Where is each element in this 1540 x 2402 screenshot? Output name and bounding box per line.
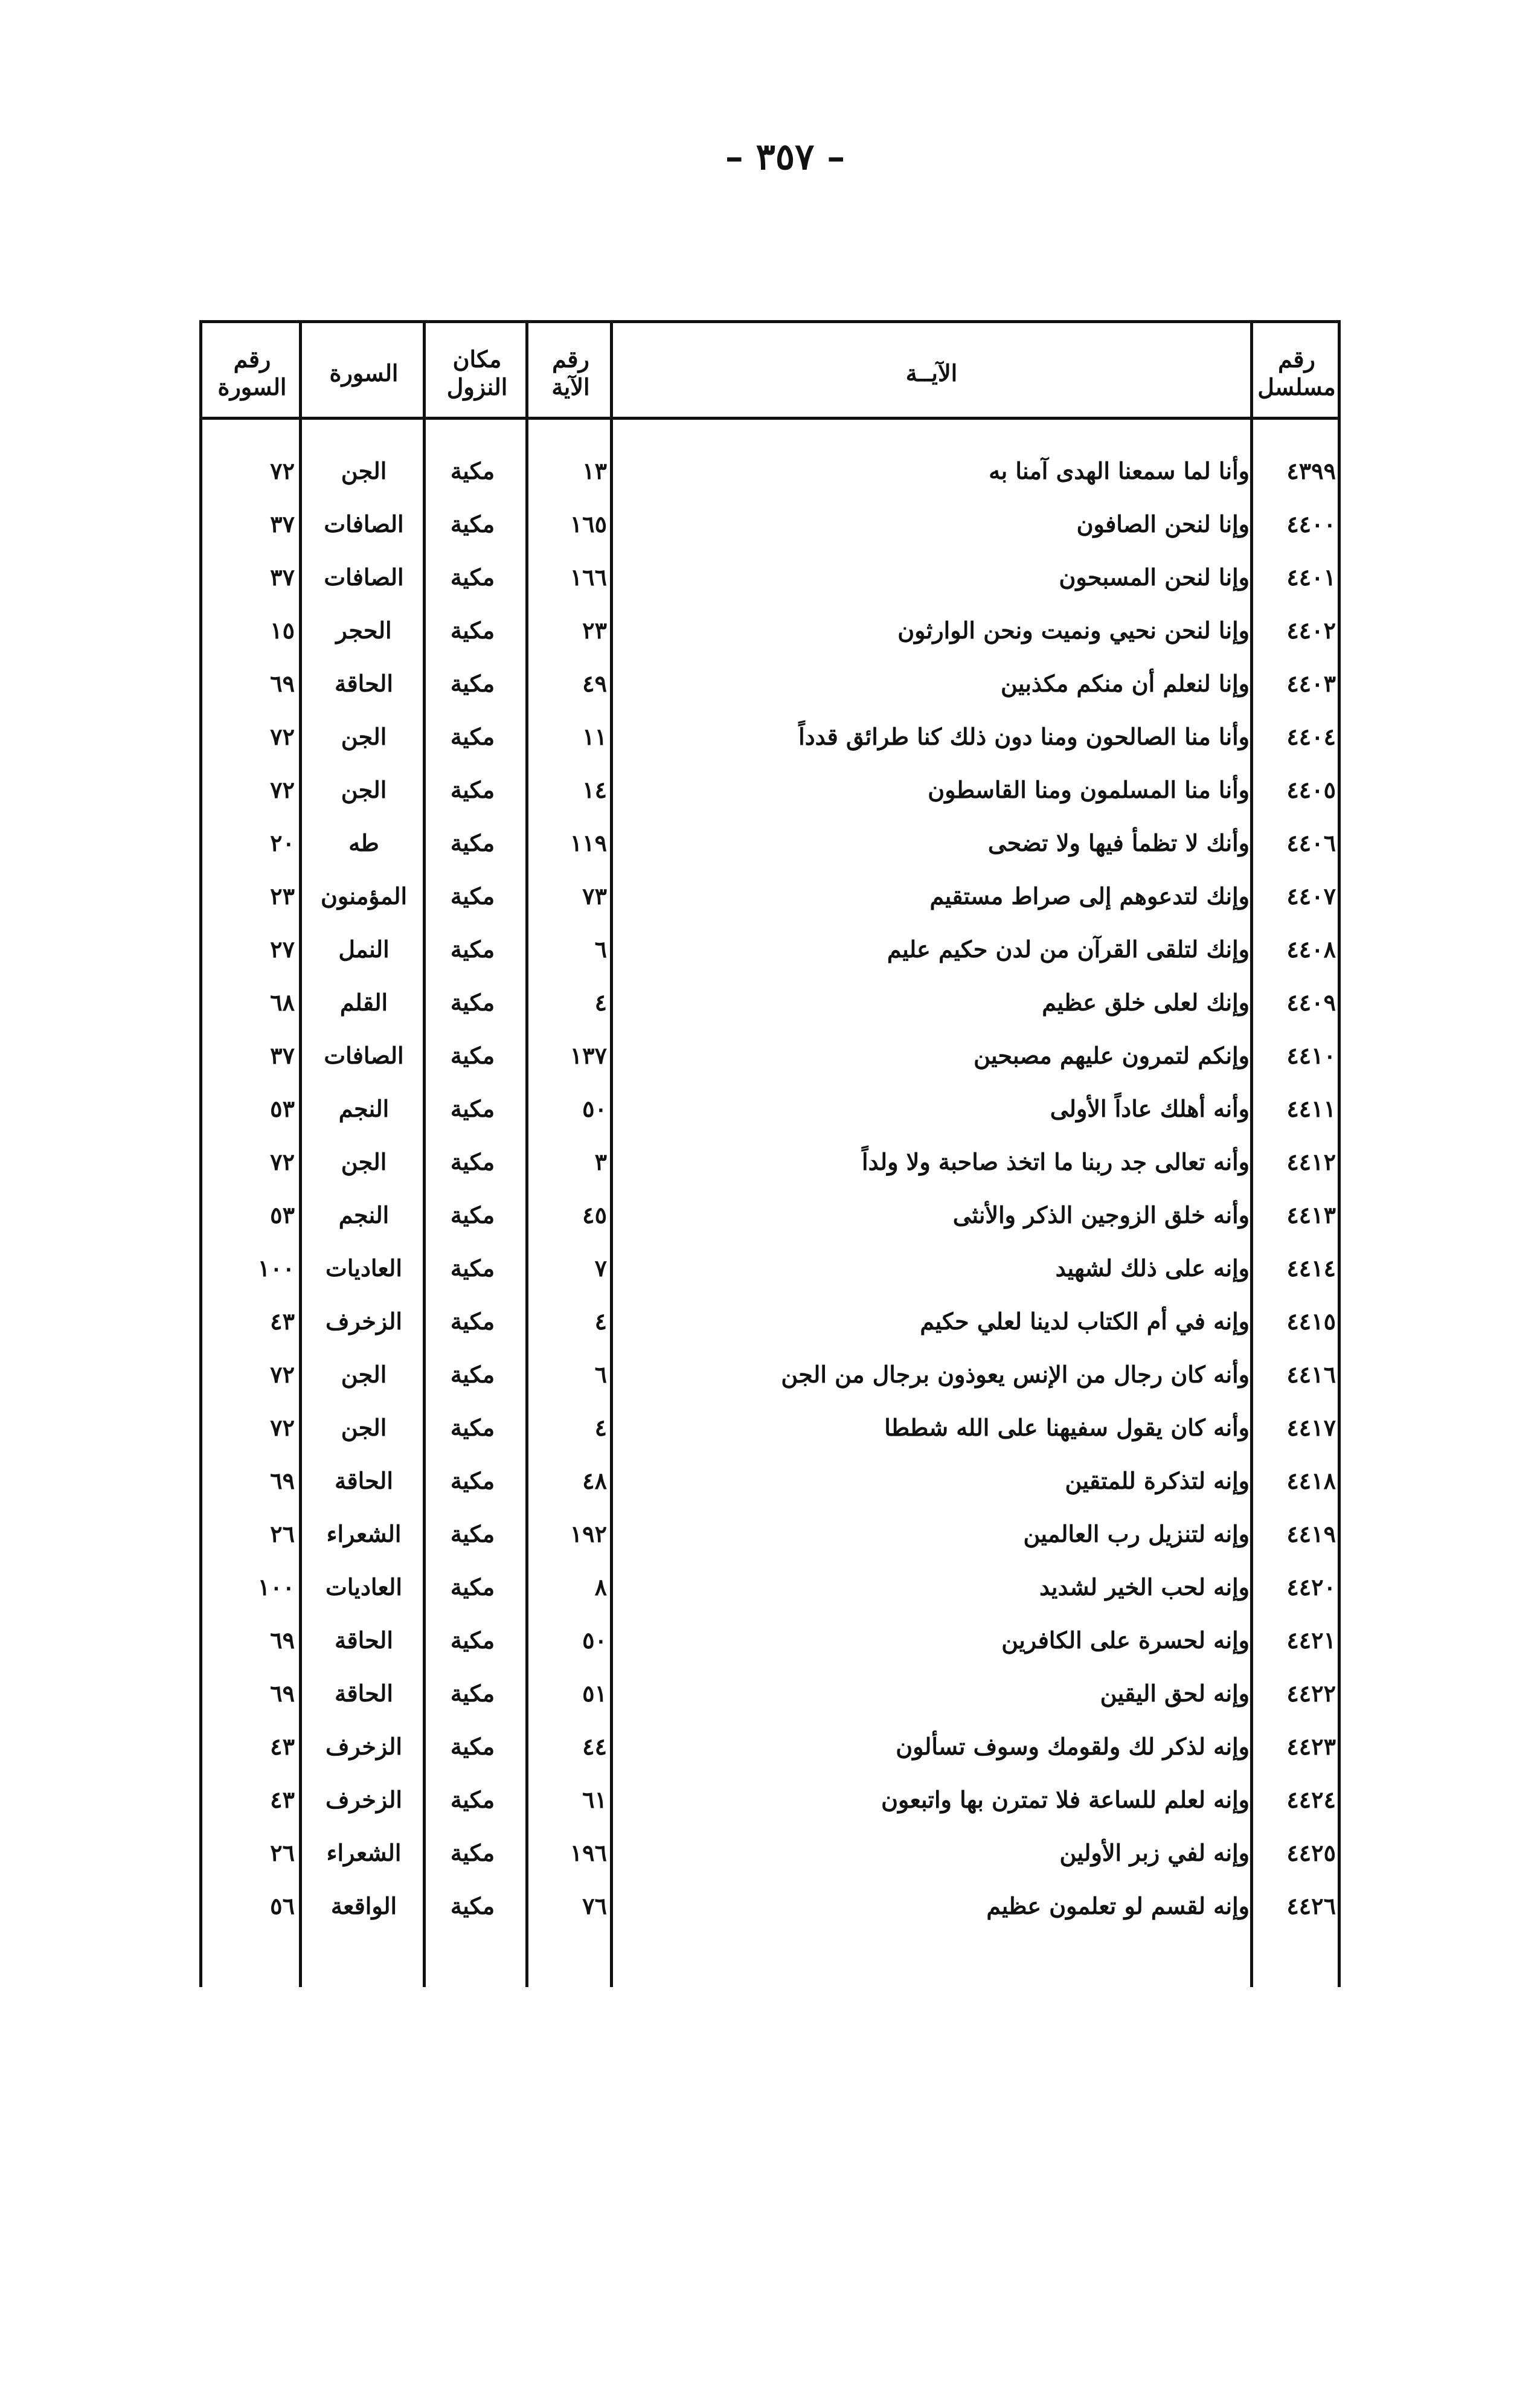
ayah-number-cell: ١٩٦ xyxy=(569,1838,607,1866)
verse-cell: وأنا منا المسلمون ومنا القاسطون xyxy=(928,776,1250,803)
table-row xyxy=(199,603,1341,657)
place-cell: مكية xyxy=(450,1679,495,1707)
surah-number-cell: ٢٠ xyxy=(270,829,295,856)
surah-number-cell: ٧٢ xyxy=(270,722,295,750)
place-cell: مكية xyxy=(450,1201,495,1228)
table-row xyxy=(199,710,1341,763)
surah-name-cell: الزخرف xyxy=(326,1785,402,1813)
place-cell: مكية xyxy=(450,1466,495,1494)
table-row xyxy=(199,922,1341,975)
verse-cell: وإنك لتلقى القرآن من لدن حكيم عليم xyxy=(887,935,1250,963)
surah-name-cell: العاديات xyxy=(326,1254,402,1282)
surah-number-cell: ٢٣ xyxy=(270,882,295,910)
place-cell: مكية xyxy=(450,935,495,963)
surah-number-cell: ٧٢ xyxy=(270,1360,295,1388)
surah-number-cell: ٧٢ xyxy=(270,1148,295,1175)
table-row xyxy=(199,550,1341,603)
surah-number-cell: ٥٣ xyxy=(270,1094,295,1122)
surah-name-cell: الصافات xyxy=(324,1041,404,1069)
surah-number-cell: ٦٩ xyxy=(270,1466,295,1494)
place-cell: مكية xyxy=(450,1254,495,1282)
surah-name-cell: الجن xyxy=(341,722,387,750)
verse-cell: وإنه لتنزيل رب العالمين xyxy=(1023,1520,1250,1547)
verse-cell: وإنه لحق اليقين xyxy=(1100,1679,1250,1707)
place-cell: مكية xyxy=(450,669,495,697)
verse-cell: وأنه تعالى جد ربنا ما اتخذ صاحبة ولا ولداً xyxy=(861,1148,1250,1175)
surah-name-cell: طه xyxy=(348,829,379,856)
ayah-number-cell: ٥٠ xyxy=(582,1094,607,1122)
serial-cell: ٤٤١٢ xyxy=(1286,1148,1336,1175)
table-row xyxy=(199,975,1341,1029)
table-row xyxy=(199,1135,1341,1188)
table-row xyxy=(199,1241,1341,1294)
surah-name-cell: الجن xyxy=(341,1413,387,1441)
rule-header-bottom xyxy=(199,417,1341,420)
verse-cell: وإنه في أم الكتاب لدينا لعلي حكيم xyxy=(920,1307,1250,1335)
serial-cell: ٤٤٠٧ xyxy=(1286,882,1336,910)
table-row xyxy=(199,1560,1341,1613)
surah-number-cell: ٥٦ xyxy=(270,1892,295,1919)
serial-cell: ٤٤٠٨ xyxy=(1286,935,1336,963)
ayah-number-cell: ٤ xyxy=(594,1307,607,1335)
serial-cell: ٤٤٢١ xyxy=(1286,1626,1336,1654)
ayah-number-cell: ٤٤ xyxy=(582,1732,607,1760)
table-row xyxy=(199,1720,1341,1773)
surah-number-cell: ٣٧ xyxy=(270,510,295,538)
verse-cell: وإنك لعلى خلق عظيم xyxy=(1042,988,1250,1016)
verse-cell: وإنه على ذلك لشهيد xyxy=(1055,1254,1250,1282)
verse-cell: وإنا لنحن نحيي ونميت ونحن الوارثون xyxy=(897,616,1250,644)
serial-cell: ٤٤٢٥ xyxy=(1286,1838,1336,1866)
verse-cell: وإنه لتذكرة للمتقين xyxy=(1065,1466,1250,1494)
ayah-number-cell: ٥١ xyxy=(582,1679,607,1707)
table-row xyxy=(199,1347,1341,1401)
place-cell: مكية xyxy=(450,1520,495,1547)
table-row xyxy=(199,444,1341,497)
verse-cell: وأنا لما سمعنا الهدى آمنا به xyxy=(989,457,1250,484)
surah-number-cell: ٧٢ xyxy=(270,457,295,484)
place-cell: مكية xyxy=(450,1573,495,1601)
serial-cell: ٤٤١٨ xyxy=(1286,1466,1336,1494)
header-verse: الآيــة xyxy=(905,359,958,387)
surah-name-cell: الواقعة xyxy=(330,1892,397,1919)
surah-number-cell: ١٥ xyxy=(270,616,295,644)
header-surah-number: رقم السورة xyxy=(217,345,287,400)
ayah-number-cell: ١٩٢ xyxy=(569,1520,607,1547)
ayah-number-cell: ٨ xyxy=(594,1573,607,1601)
serial-cell: ٤٤١٧ xyxy=(1286,1413,1336,1441)
ayah-number-cell: ١٣٧ xyxy=(569,1041,607,1069)
ayah-number-cell: ٧٦ xyxy=(582,1892,607,1919)
ayah-number-cell: ٧ xyxy=(594,1254,607,1282)
header-place-of-revelation: مكان النزول xyxy=(446,345,508,400)
serial-cell: ٤٤١١ xyxy=(1286,1094,1336,1122)
surah-number-cell: ٣٧ xyxy=(270,1041,295,1069)
surah-name-cell: المؤمنون xyxy=(320,882,408,910)
place-cell: مكية xyxy=(450,829,495,856)
ayah-number-cell: ٤٨ xyxy=(582,1466,607,1494)
ayah-number-cell: ١٦٥ xyxy=(569,510,607,538)
verse-cell: وإنا لنحن الصافون xyxy=(1076,510,1250,538)
serial-cell: ٤٤٢٢ xyxy=(1286,1679,1336,1707)
place-cell: مكية xyxy=(450,1148,495,1175)
surah-number-cell: ٦٩ xyxy=(270,1626,295,1654)
surah-name-cell: الصافات xyxy=(324,510,404,538)
place-cell: مكية xyxy=(450,988,495,1016)
serial-cell: ٤٤٠٣ xyxy=(1286,669,1336,697)
table-row xyxy=(199,497,1341,550)
place-cell: مكية xyxy=(450,1785,495,1813)
ayah-number-cell: ٥٠ xyxy=(582,1626,607,1654)
surah-name-cell: العاديات xyxy=(326,1573,402,1601)
header-ayah-number: رقم الآية xyxy=(551,345,590,400)
place-cell: مكية xyxy=(450,882,495,910)
verse-cell: وإنك لتدعوهم إلى صراط مستقيم xyxy=(929,882,1250,910)
table-row xyxy=(199,869,1341,922)
verse-cell: وإنكم لتمرون عليهم مصبحين xyxy=(974,1041,1250,1069)
table-row xyxy=(199,1879,1341,1932)
verse-cell: وإنه لعلم للساعة فلا تمترن بها واتبعون xyxy=(881,1785,1250,1813)
table-row xyxy=(199,1188,1341,1241)
ayah-number-cell: ٧٣ xyxy=(582,882,607,910)
surah-number-cell: ٢٧ xyxy=(270,935,295,963)
rule-header-top xyxy=(199,320,1341,323)
verse-index-table xyxy=(199,320,1341,1987)
surah-name-cell: الجن xyxy=(341,1360,387,1388)
surah-number-cell: ٢٦ xyxy=(270,1520,295,1547)
verse-cell: وأنه خلق الزوجين الذكر والأنثى xyxy=(952,1201,1250,1228)
surah-number-cell: ٤٣ xyxy=(270,1732,295,1760)
verse-cell: وإنه لفي زبر الأولين xyxy=(1059,1838,1250,1866)
place-cell: مكية xyxy=(450,776,495,803)
header-serial: رقم مسلسل xyxy=(1257,345,1336,400)
table-row xyxy=(199,1029,1341,1082)
serial-cell: ٤٤١٥ xyxy=(1286,1307,1336,1335)
serial-cell: ٤٤١٠ xyxy=(1286,1041,1336,1069)
table-row xyxy=(199,1773,1341,1826)
serial-cell: ٤٤٠١ xyxy=(1286,563,1336,591)
verse-cell: وإنه لقسم لو تعلمون عظيم xyxy=(986,1892,1250,1919)
serial-cell: ٤٤١٣ xyxy=(1286,1201,1336,1228)
place-cell: مكية xyxy=(450,1838,495,1866)
ayah-number-cell: ١٦٦ xyxy=(569,563,607,591)
verse-cell: وإنا لنحن المسبحون xyxy=(1059,563,1250,591)
surah-number-cell: ٢٦ xyxy=(270,1838,295,1866)
table-row xyxy=(199,1613,1341,1666)
ayah-number-cell: ٣ xyxy=(594,1148,607,1175)
serial-cell: ٤٤٠٩ xyxy=(1286,988,1336,1016)
ayah-number-cell: ٢٣ xyxy=(582,616,607,644)
ayah-number-cell: ٤٥ xyxy=(582,1201,607,1228)
surah-name-cell: الحاقة xyxy=(335,1626,393,1654)
surah-name-cell: النجم xyxy=(338,1201,390,1228)
serial-cell: ٤٤٠٤ xyxy=(1286,722,1336,750)
serial-cell: ٤٤١٤ xyxy=(1286,1254,1336,1282)
surah-number-cell: ٤٣ xyxy=(270,1307,295,1335)
verse-cell: وأنه كان رجال من الإنس يعوذون برجال من الجن xyxy=(781,1360,1250,1388)
table-row xyxy=(199,763,1341,816)
verse-cell: وأنه كان يقول سفيهنا على الله شططا xyxy=(884,1413,1250,1441)
table-row xyxy=(199,1666,1341,1720)
place-cell: مكية xyxy=(450,1041,495,1069)
surah-number-cell: ٤٣ xyxy=(270,1785,295,1813)
surah-number-cell: ٥٣ xyxy=(270,1201,295,1228)
table-row xyxy=(199,1454,1341,1507)
surah-name-cell: الشعراء xyxy=(326,1838,402,1866)
surah-number-cell: ٦٨ xyxy=(270,988,295,1016)
ayah-number-cell: ٦ xyxy=(594,935,607,963)
ayah-number-cell: ١٣ xyxy=(582,457,607,484)
verse-cell: وأنه أهلك عاداً الأولى xyxy=(1050,1094,1250,1122)
ayah-number-cell: ١٤ xyxy=(582,776,607,803)
surah-name-cell: النجم xyxy=(338,1094,390,1122)
serial-cell: ٤٤٢٤ xyxy=(1286,1785,1336,1813)
surah-number-cell: ١٠٠ xyxy=(257,1573,295,1601)
serial-cell: ٤٤١٩ xyxy=(1286,1520,1336,1547)
ayah-number-cell: ٦ xyxy=(594,1360,607,1388)
surah-number-cell: ٦٩ xyxy=(270,1679,295,1707)
surah-name-cell: الجن xyxy=(341,776,387,803)
serial-cell: ٤٤١٦ xyxy=(1286,1360,1336,1388)
ayah-number-cell: ٦١ xyxy=(582,1785,607,1813)
place-cell: مكية xyxy=(450,1732,495,1760)
table-row xyxy=(199,1507,1341,1560)
verse-cell: وأنك لا تظمأ فيها ولا تضحى xyxy=(987,829,1250,856)
place-cell: مكية xyxy=(450,1360,495,1388)
surah-name-cell: الشعراء xyxy=(326,1520,402,1547)
table-row xyxy=(199,1401,1341,1454)
table-row xyxy=(199,1294,1341,1347)
surah-name-cell: الصافات xyxy=(324,563,404,591)
surah-name-cell: الحجر xyxy=(336,616,392,644)
serial-cell: ٤٤٢٦ xyxy=(1286,1892,1336,1919)
verse-cell: وأنا منا الصالحون ومنا دون ذلك كنا طرائق قدداً xyxy=(798,722,1250,750)
surah-name-cell: الجن xyxy=(341,1148,387,1175)
surah-name-cell: الزخرف xyxy=(326,1307,402,1335)
ayah-number-cell: ١١ xyxy=(582,722,607,750)
serial-cell: ٤٤٠٦ xyxy=(1286,829,1336,856)
surah-name-cell: الحاقة xyxy=(335,1466,393,1494)
table-row xyxy=(199,1082,1341,1135)
surah-name-cell: الحاقة xyxy=(335,669,393,697)
serial-cell: ٤٣٩٩ xyxy=(1286,457,1336,484)
surah-name-cell: القلم xyxy=(339,988,388,1016)
table-row xyxy=(199,657,1341,710)
table-row xyxy=(199,1826,1341,1879)
verse-cell: وإنه لحسرة على الكافرين xyxy=(1001,1626,1250,1654)
surah-name-cell: الزخرف xyxy=(326,1732,402,1760)
place-cell: مكية xyxy=(450,1307,495,1335)
verse-cell: وإنا لنعلم أن منكم مكذبين xyxy=(1000,669,1250,697)
serial-cell: ٤٤٢٠ xyxy=(1286,1573,1336,1601)
surah-name-cell: الحاقة xyxy=(335,1679,393,1707)
serial-cell: ٤٤٢٣ xyxy=(1286,1732,1336,1760)
surah-number-cell: ٧٢ xyxy=(270,1413,295,1441)
place-cell: مكية xyxy=(450,1094,495,1122)
verse-cell: وإنه لحب الخير لشديد xyxy=(1039,1573,1250,1601)
surah-name-cell: الجن xyxy=(341,457,387,484)
place-cell: مكية xyxy=(450,1892,495,1919)
table-row xyxy=(199,816,1341,869)
surah-number-cell: ٣٧ xyxy=(270,563,295,591)
ayah-number-cell: ٤ xyxy=(594,988,607,1016)
surah-number-cell: ١٠٠ xyxy=(257,1254,295,1282)
serial-cell: ٤٤٠٠ xyxy=(1286,510,1336,538)
place-cell: مكية xyxy=(450,1626,495,1654)
surah-name-cell: النمل xyxy=(338,935,390,963)
place-cell: مكية xyxy=(450,722,495,750)
ayah-number-cell: ٤ xyxy=(594,1413,607,1441)
serial-cell: ٤٤٠٥ xyxy=(1286,776,1336,803)
serial-cell: ٤٤٠٢ xyxy=(1286,616,1336,644)
page-number: – ٣٥٧ – xyxy=(725,136,845,178)
ayah-number-cell: ٤٩ xyxy=(582,669,607,697)
header-surah: السورة xyxy=(329,359,399,387)
surah-number-cell: ٧٢ xyxy=(270,776,295,803)
place-cell: مكية xyxy=(450,457,495,484)
place-cell: مكية xyxy=(450,510,495,538)
place-cell: مكية xyxy=(450,563,495,591)
place-cell: مكية xyxy=(450,616,495,644)
verse-cell: وإنه لذكر لك ولقومك وسوف تسألون xyxy=(896,1732,1250,1760)
surah-number-cell: ٦٩ xyxy=(270,669,295,697)
ayah-number-cell: ١١٩ xyxy=(569,829,607,856)
place-cell: مكية xyxy=(450,1413,495,1441)
